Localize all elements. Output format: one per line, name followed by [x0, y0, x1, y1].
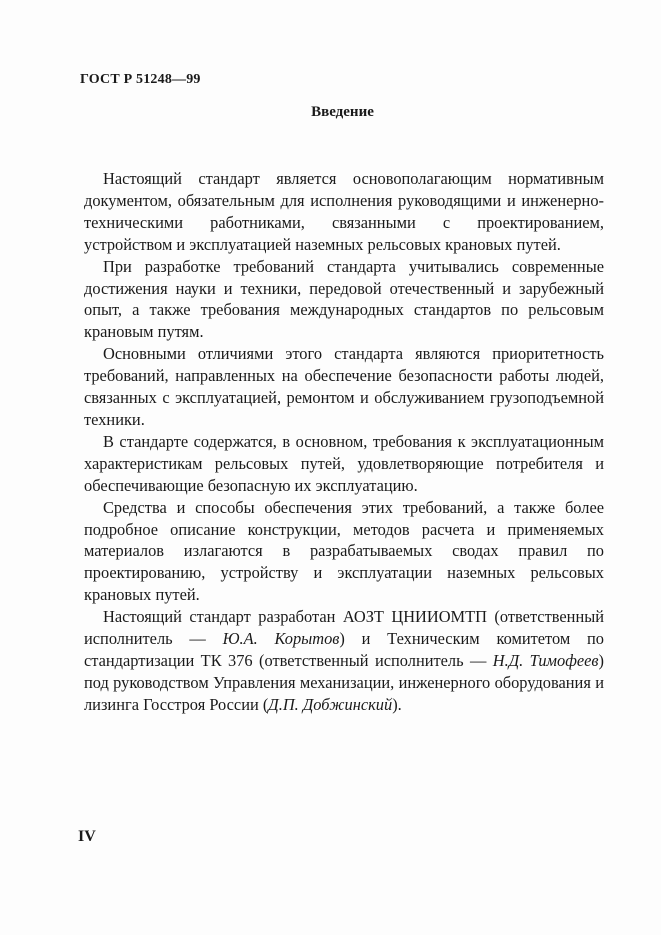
paragraph-2: При разработке требований стандарта учитывались современные достижения науки и техники, передовой отечественный и зарубежный опыт, а также требования международных стандартов по рельсовым крановым путям.: [84, 256, 604, 342]
section-title: [0, 104, 661, 121]
document-code: ГОСТ Р 51248—99: [80, 72, 201, 87]
paragraph-1: Настоящий стандарт является основополагающим нормативным документом, обязательным для исполнения руководящими и инженерно-техническими работниками, связанными с проектированием, устройством и эксплуатацией наземных рельсовых крановых путей.: [84, 169, 604, 254]
paragraph-5: Средства и способы обеспечения этих требований, а также более подробное описание конструкции, методов расчета и применяемых материалов излагаются в разрабатываемых сводах правил по проектированию, устройству и эксплуатации наземных рельсовых крановых путей.: [84, 497, 604, 605]
person-name-timofeev: Н.Д. Тимофеев: [492, 650, 599, 670]
paragraph-4: В стандарте содержатся, в основном, требования к эксплуатационным характеристикам рельсовых путей, удовлетворяющие потребителя и обеспечивающие безопасную их эксплуатацию.: [84, 431, 604, 495]
paragraph-6-part-4: ).: [392, 694, 402, 714]
paragraph-6-part-2: ) и Техническим комитетом по стандартизации ТК 376 (ответственный исполнитель —: [84, 629, 605, 670]
section-title-text: Введение: [311, 104, 374, 120]
body-text: [84, 168, 604, 716]
paragraph-3: Основными отличиями этого стандарта являются приоритетность требований, направленных на обеспечение безопасности работы людей, связанных с эксплуатацией, ремонтом и обслуживанием грузоподъемной техники.: [84, 344, 604, 429]
person-name-korytov: Ю.А. Корытов: [222, 629, 340, 649]
paragraph-6-part-1: Настоящий стандарт разработан АОЗТ ЦНИИОМТП (ответственный исполнитель —: [84, 607, 604, 649]
paragraph-6: [84, 606, 604, 716]
paragraph-6-part-3: ) под руководством Управления механизации, инженерного оборудования и лизинга Госстроя России (: [84, 650, 604, 714]
page-number: IV: [78, 828, 96, 845]
person-name-dobzhinsky: Д.П. Добжинский: [268, 694, 393, 714]
